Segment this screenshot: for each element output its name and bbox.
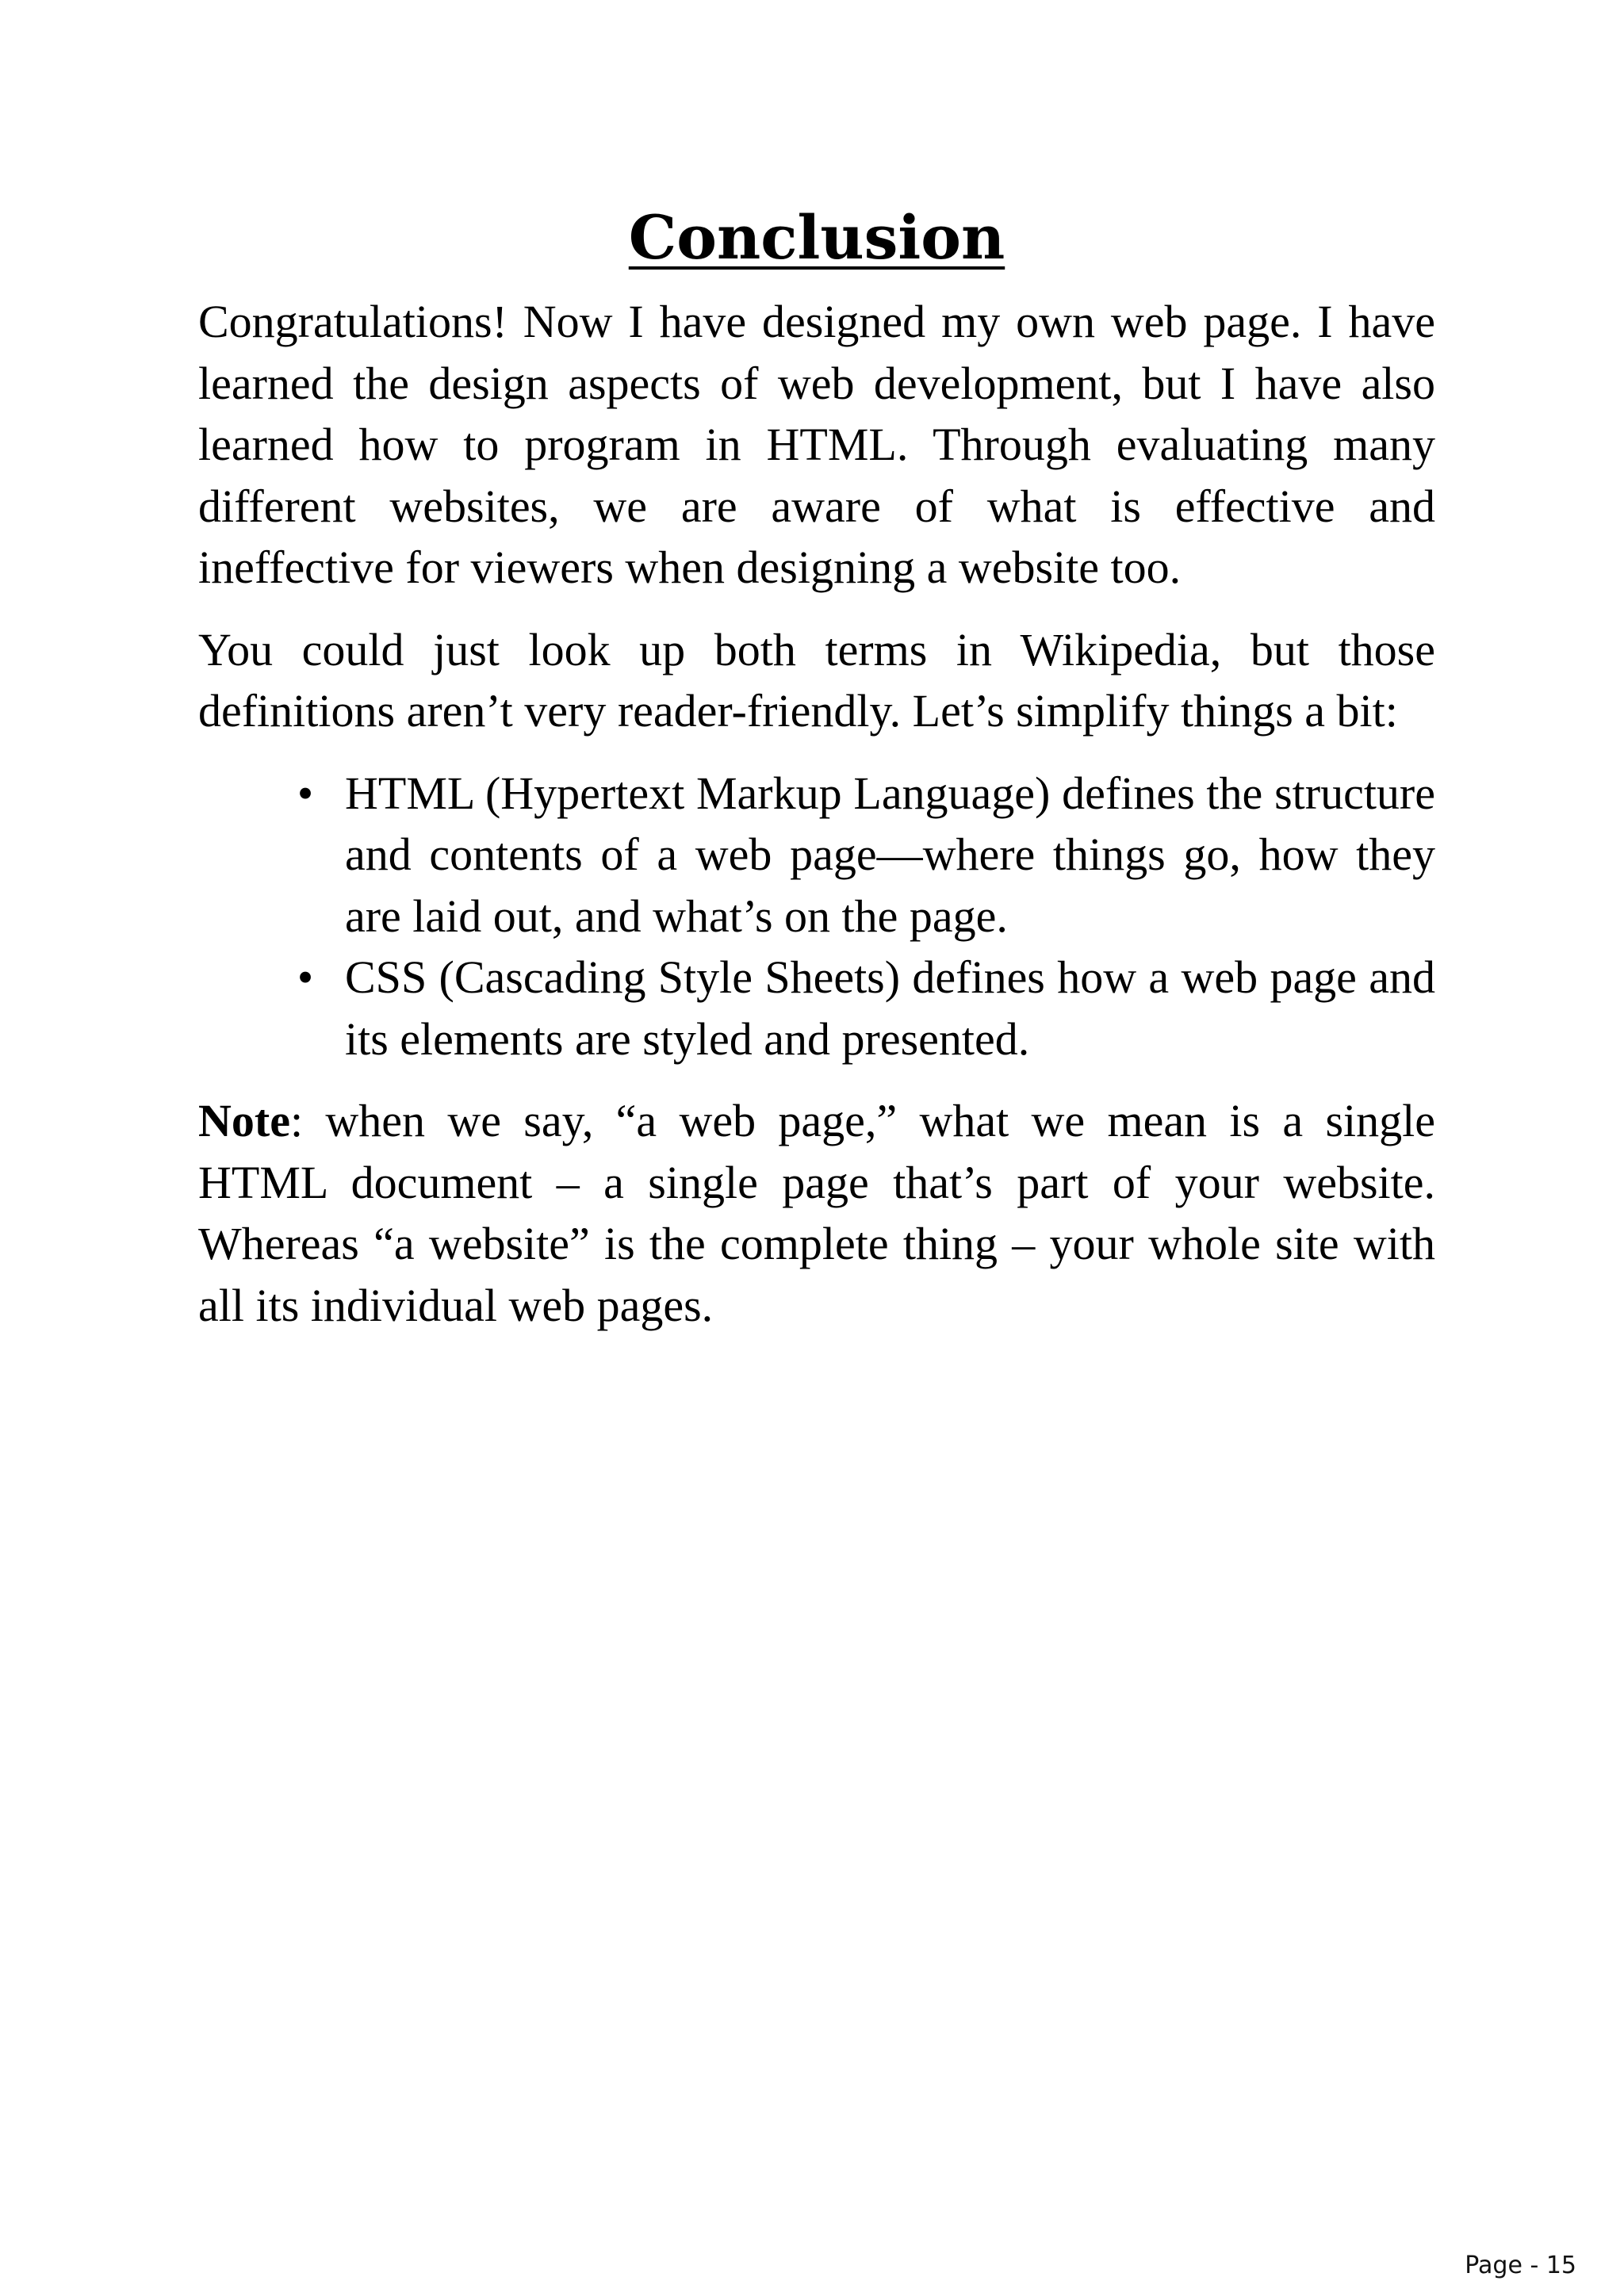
bullet-icon: • [297,767,314,819]
list-item-css [297,947,1435,1070]
definition-list [198,763,1435,1070]
intro-paragraph: Congratulations! Now I have designed my own web page. I have learned the design aspects of web development, but I have also learned how to program in HTML. Through evaluating many different websites, we are aware of what is effective and ineffective for viewers when designing a website too. [198,296,1435,593]
page-title: Conclusion [628,202,1005,273]
bullet-icon: • [297,951,314,1003]
note-label: Note [198,1095,290,1146]
list-item-text: HTML (Hypertext Markup Language) defines the structure and contents of a web page—where things go, how they are laid out, and what’s on the page. [345,767,1435,942]
page-content [198,194,1435,1357]
list-item-text: CSS (Cascading Style Sheets) defines how a web page and its elements are styled and presented. [345,951,1435,1065]
definitions-paragraph: You could just look up both terms in Wikipedia, but those definitions aren’t very reader-friendly. Let’s simplify things a bit: [198,623,1435,737]
note-paragraph [198,1090,1435,1336]
page-number: Page - 15 [1465,2252,1576,2279]
note-text: : when we say, “a web page,” what we mean is a single HTML document – a single page that’s part of your website. Whereas “a website” is the complete thing – your whole site with all its individual web pages. [198,1095,1435,1331]
list-item-html [297,763,1435,947]
